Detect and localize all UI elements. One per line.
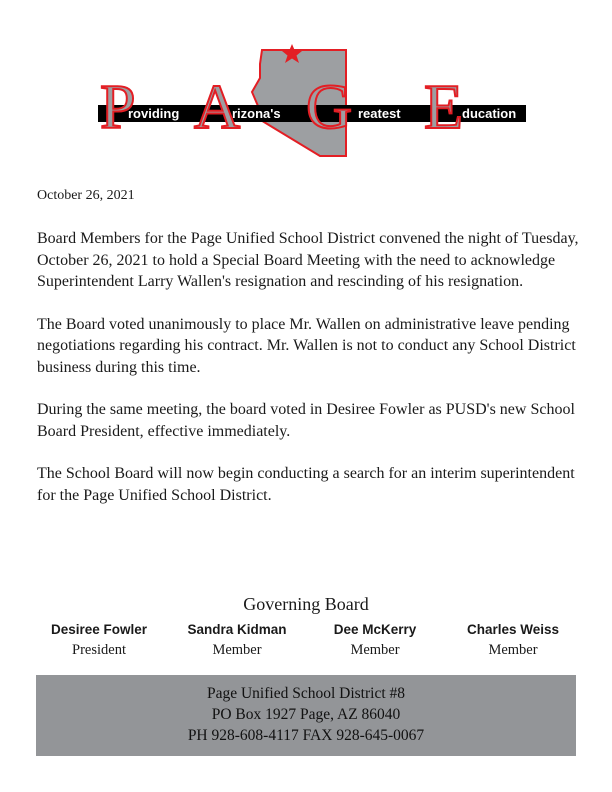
board-member [306,621,444,661]
member-name: Dee McKerry [333,622,417,637]
board-member [444,621,582,661]
logo-word-3: reatest [358,106,401,121]
district-logo [94,44,534,158]
logo-word-2: rizona's [232,106,281,121]
footer-phone-fax: PH 928-608-4117 FAX 928-645-0067 [187,727,425,744]
paragraph-2: The Board voted unanimously to place Mr. Wallen on administrative leave pending negotiations regarding his contract. Mr. Wallen is not to conduct any School District business during this time. [37,315,576,376]
governing-board-title: Governing Board [243,594,369,614]
footer-district-name: Page Unified School District #8 [206,685,406,702]
member-role: Member [488,642,538,658]
paragraph-4: The School Board will now begin conducting a search for an interim superintendent for the Page Unified School District. [37,465,575,504]
logo-letter-g: G [306,71,353,142]
board-member [30,621,168,661]
footer-address: PO Box 1927 Page, AZ 86040 [211,706,401,723]
member-name: Desiree Fowler [50,622,148,637]
member-role: Member [350,642,400,658]
paragraph-3: During the same meeting, the board voted in Desiree Fowler as PUSD's new School Board President, effective immediately. [37,401,575,440]
logo-letter-e: E [424,71,464,142]
letter-date: October 26, 2021 [37,188,135,203]
logo-letter-p: P [100,71,136,142]
paragraph-1: Board Members for the Page Unified School District convened the night of Tuesday, October 26, 2021 to hold a Special Board Meeting with the need to acknowledge Superintendent Larry Wallen's resignation and rescinding of his resignation. [37,230,579,290]
member-role: President [72,642,126,658]
logo-word-4: ducation [462,106,517,121]
member-name: Charles Weiss [466,622,560,637]
letter-body [37,228,597,527]
contact-footer [36,675,576,756]
member-name: Sandra Kidman [187,622,287,637]
board-members [30,621,582,661]
logo-word-1: roviding [128,106,180,121]
board-member [168,621,306,661]
member-role: Member [212,642,262,658]
logo-letter-a: A [194,71,241,142]
